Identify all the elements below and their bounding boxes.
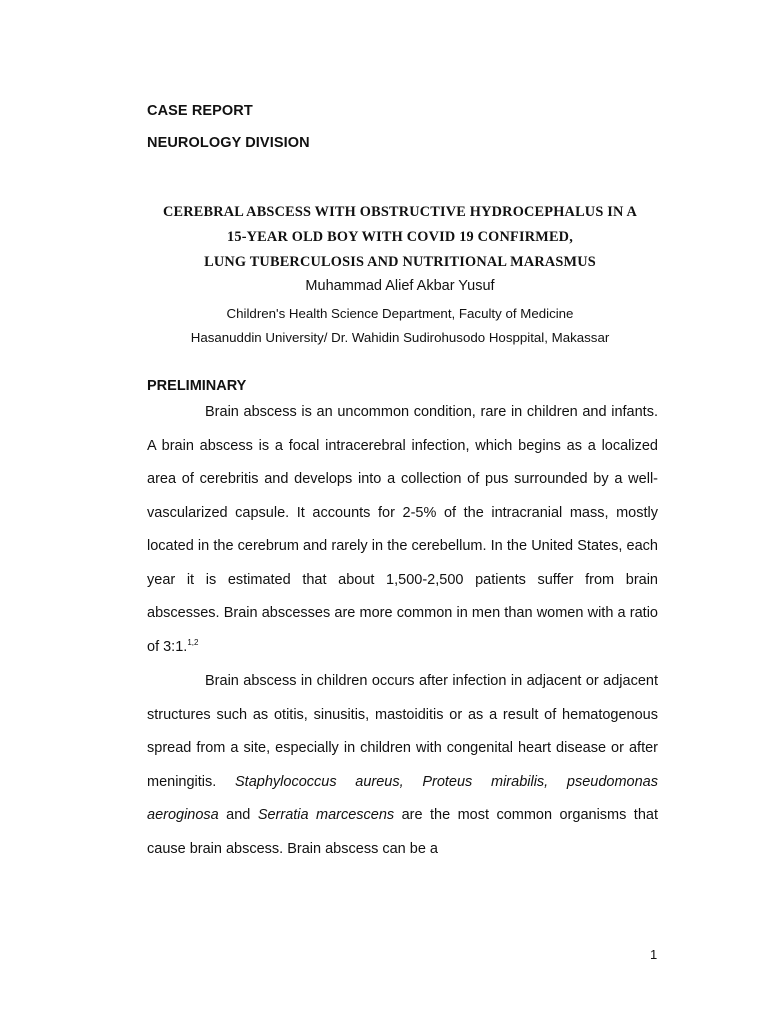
paragraph-2-outro: are the most common organisms that cause brain abscess. Brain abscess can be a xyxy=(147,807,658,857)
title-line-1: CEREBRAL ABSCESS WITH OBSTRUCTIVE HYDROCEPHALUS IN A xyxy=(162,204,638,220)
title-line-3: LUNG TUBERCULOSIS AND NUTRITIONAL MARASMUS xyxy=(204,254,596,270)
organism-last-italic: Serratia marcescens xyxy=(257,807,395,823)
paragraph-1 xyxy=(147,396,658,664)
paragraph-2 xyxy=(147,665,658,866)
case-report-label: CASE REPORT xyxy=(147,103,253,119)
section-heading: PRELIMINARY xyxy=(147,378,247,394)
author-name: Muhammad Alief Akbar Yusuf xyxy=(305,278,495,294)
paragraph-2-intro: Brain abscess in children occurs after infection in adjacent or adjacent structures such as otitis, sinusitis, mastoiditis or as a result of hematogenous spread from a site, especially in children with congenital heart disease or after meningitis. xyxy=(147,673,658,790)
page-number: 1 xyxy=(650,947,658,962)
paragraph-2-and: and xyxy=(218,807,258,823)
organisms-italic: Staphylococcus aureus, Proteus mirabilis, pseudomonas aeroginosa xyxy=(147,773,658,823)
affiliation-line-1: Children's Health Science Department, Faculty of Medicine xyxy=(226,306,574,321)
paragraph-1-text: Brain abscess is an uncommon condition, rare in children and infants. A brain abscess is a focal intracerebral infection, which begins as a localized area of cerebritis and develops into a collection of pus surrounded by a well-vascularized capsule. It accounts for 2-5% of the intracranial mass, mostly located in the cerebrum and rarely in the cerebellum. In the United States, each year it is estimated that about 1,500-2,500 patients suffer from brain abscesses. Brain abscesses are more common in men than women with a ratio of 3:1. xyxy=(147,404,658,655)
division-label: NEUROLOGY DIVISION xyxy=(147,135,310,151)
citation-superscript: 1,2 xyxy=(187,637,199,647)
affiliation-line-2: Hasanuddin University/ Dr. Wahidin Sudirohusodo Hosppital, Makassar xyxy=(190,330,610,345)
title-line-2: 15-YEAR OLD BOY WITH COVID 19 CONFIRMED, xyxy=(227,229,573,245)
